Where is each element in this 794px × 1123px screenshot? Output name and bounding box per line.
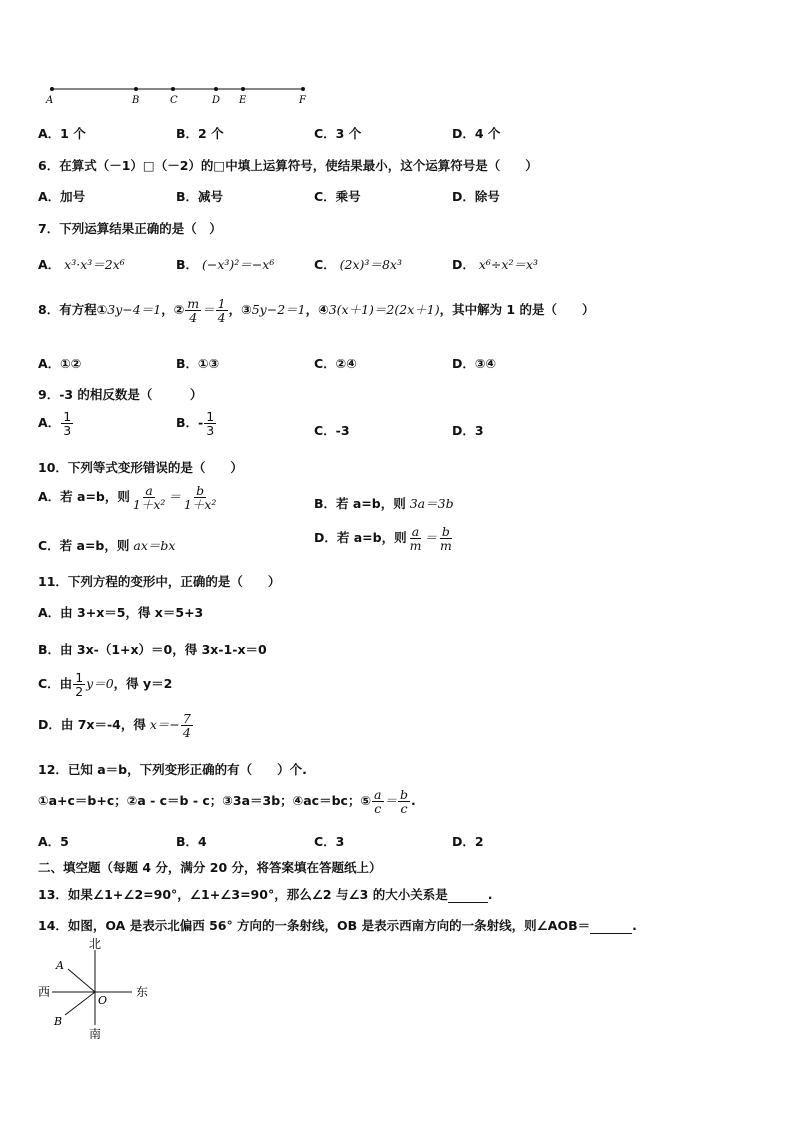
equation-1: 3y−4＝1 [107,302,162,318]
q11-option-c [38,671,172,698]
compass-figure [30,935,160,1045]
math-expression: x＝− [149,717,180,733]
q8-option-a: A．①② [38,356,82,371]
option-label: D．若 a=b，则 [314,530,407,546]
option-label: B．若 a=b，则 [314,496,406,511]
q10-option-d [314,525,455,552]
numerator: 1 [75,670,84,685]
q12-option-c: C．3 [314,834,345,849]
denominator: c [400,801,408,817]
stem-text: ，其中解为 1 的是（ ） [439,302,595,318]
q11-option-d [38,712,194,739]
stem-text: ，③ [228,302,252,318]
stem-text: . [632,918,637,933]
answer-blank[interactable] [448,887,488,903]
fraction [408,525,424,552]
q12-stem: 12．已知 a＝b，下列变形正确的有（ ）个. [38,762,307,777]
q7-option-c [314,255,402,273]
q11-option-b: B．由 3x-（1+x）＝0，得 3x-1-x＝0 [38,642,267,657]
fraction [181,712,193,739]
fraction [61,410,73,437]
option-label: C．若 a=b，则 [38,538,130,553]
items-text: ①a+c＝b+c；②a - c＝b - c；③3a＝3b；④ac＝bc；⑤ [38,793,372,809]
numerator: 1 [63,409,72,424]
q9-option-a [38,410,74,437]
fraction [204,410,216,437]
fraction [398,788,410,815]
numerator: m [187,296,200,311]
q7-stem: 7．下列运算结果正确的是（ ） [38,221,222,236]
equals-sign: ＝ [202,302,215,318]
ray-label-b: B [54,1015,63,1028]
fraction [73,671,85,698]
q9-option-d: D．3 [452,423,484,438]
math-expression: x³·x³＝2x⁶ [64,257,125,272]
equals-sign: ＝ [168,489,181,505]
stem-text: 14．如图，OA 是表示北偏西 56° 方向的一条射线，OB 是表示西南方向的一条射线，则∠AOB＝ [38,918,591,933]
origin-label-o: O [98,994,108,1007]
q8-option-b: B．①③ [176,356,220,371]
section-heading: 二、填空题（每题 4 分，满分 20 分，将答案填在答题纸上） [38,860,382,875]
equals-sign: ＝ [384,793,398,809]
q9-stem: 9．-3 的相反数是（ ） [38,387,203,402]
option-label: C．由 [38,676,73,692]
numerator: b [400,787,409,802]
q7-option-b [176,255,274,273]
q10-option-c [38,536,175,554]
q10-option-a [38,484,219,511]
point-label-d: D [212,95,221,106]
q8-option-c: C．②④ [314,356,357,371]
fraction [185,297,201,324]
numerator: 1 [206,409,215,424]
math-expression: ax＝bx [133,538,176,553]
math-expression: x⁶÷x²＝x³ [478,257,539,272]
denominator: m [439,538,452,554]
q5-option-a: A．1 个 [38,126,86,141]
compass-south: 南 [89,1027,102,1041]
q9-option-c: C．-3 [314,423,350,438]
option-label: B．- [176,415,204,431]
equals-sign: ＝ [424,530,437,546]
math-expression: (2x)³＝8x³ [339,257,402,272]
denominator: 1＋x² [183,497,217,513]
option-label: D．由 7x＝-4，得 [38,717,146,733]
denominator: 2 [75,684,84,700]
q13-stem [38,885,492,903]
q10-option-b [314,494,454,512]
option-label: B． [176,257,199,272]
fraction [438,525,454,552]
q5-option-c: C．3 个 [314,126,362,141]
compass-north: 北 [89,937,102,951]
q6-option-a: A．加号 [38,189,86,204]
denominator: 4 [217,310,226,326]
fraction [372,788,383,815]
q5-option-b: B．2 个 [176,126,224,141]
denominator: 3 [206,423,215,439]
option-label: A． [38,415,61,431]
q12-items [38,788,416,815]
stem-text: 13．如果∠1+∠2=90°，∠1+∠3=90°，那么∠2 与∠3 的大小关系是 [38,887,448,902]
q6-option-d: D．除号 [452,189,500,204]
numerator: b [196,483,205,498]
q6-option-b: B．减号 [176,189,224,204]
fraction [216,297,228,324]
denominator: c [374,801,382,817]
math-expression: y＝0 [86,676,114,692]
q11-option-a: A．由 3+x＝5，得 x＝5+3 [38,605,204,620]
option-label: C． [314,257,336,272]
fraction [131,484,168,511]
numerator: a [411,524,420,539]
point-label-f: F [299,95,306,106]
equation-3: 5y−2＝1 [251,302,306,318]
q12-option-d: D．2 [452,834,484,849]
math-expression: (−x³)²＝−x⁶ [202,257,275,272]
point-label-a: A [46,95,54,106]
stem-text: 8．有方程① [38,302,108,318]
q7-option-a [38,255,125,273]
q6-stem: 6．在算式（－1）□（－2）的□中填上运算符号，使结果最小，这个运算符号是（ ） [38,158,538,173]
point-label-b: B [132,95,140,106]
option-text: ，得 y＝2 [113,676,173,692]
point-label-c: C [170,95,178,106]
q14-stem [38,916,637,934]
numerator: 1 [217,296,226,311]
stem-text: ，④ [305,302,329,318]
option-label: A．若 a=b，则 [38,489,130,505]
q6-option-c: C．乘号 [314,189,361,204]
q12-option-b: B．4 [176,834,207,849]
numerator: 7 [182,711,191,726]
fraction [182,484,219,511]
compass-west: 西 [38,985,51,999]
option-label: A． [38,257,61,272]
ray-label-a: A [56,959,64,972]
math-expression: 3a＝3b [409,496,454,511]
denominator: 1＋x² [132,497,166,513]
compass-east: 东 [136,985,149,999]
q10-stem: 10．下列等式变形错误的是（ ） [38,460,243,475]
q9-option-b [176,410,217,437]
denominator: 3 [63,423,72,439]
q8-option-d: D．③④ [452,356,497,371]
point-label-e: E [239,95,247,106]
denominator: 4 [182,725,191,741]
answer-blank[interactable] [590,918,632,934]
segment-figure [40,80,320,110]
stem-text: ，② [161,302,185,318]
denominator: m [409,538,422,554]
q8-stem [38,297,594,324]
stem-text: . [487,887,493,902]
q12-option-a: A．5 [38,834,69,849]
option-label: D． [452,257,475,272]
q7-option-d [452,255,538,273]
items-text: . [411,793,416,809]
denominator: 4 [189,310,198,326]
equation-4: 3(x＋1)＝2(2x＋1) [328,302,440,318]
numerator: a [374,787,382,802]
numerator: a [145,483,153,498]
q11-stem: 11．下列方程的变形中，正确的是（ ） [38,574,281,589]
q5-option-d: D．4 个 [452,126,501,141]
numerator: b [441,524,450,539]
